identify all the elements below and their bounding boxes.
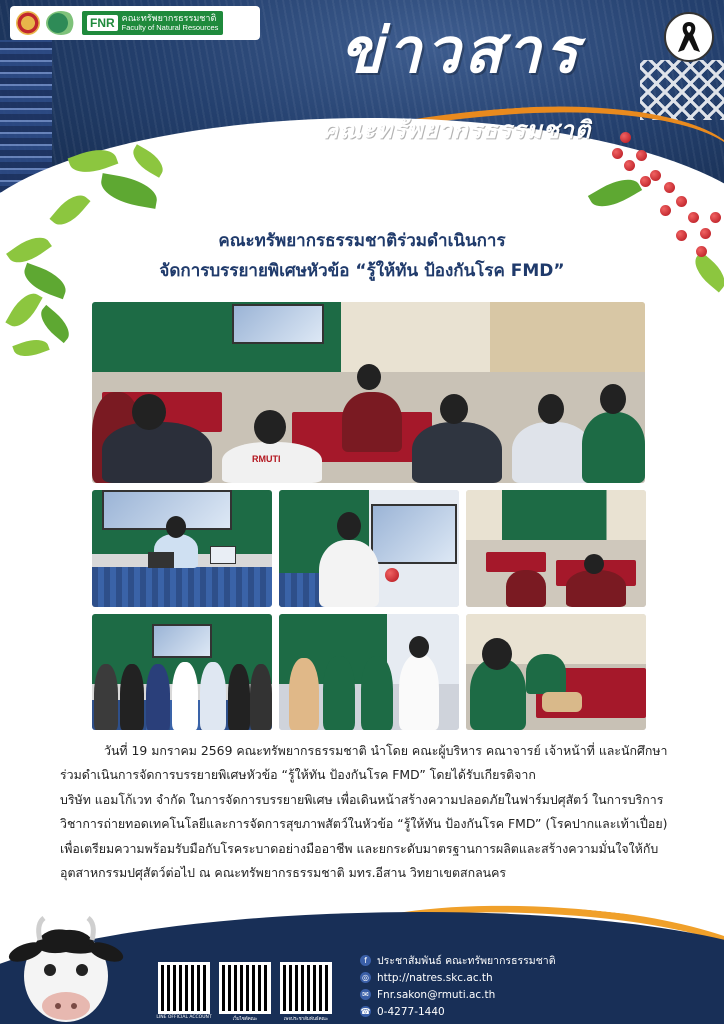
body-line: วันที่ 19 มกราคม 2569 คณะทรัพยากรธรรมชาติ นำโดย คณะผู้บริหาร คณาจารย์ เจ้าหน้าที่ และนักศึกษา [104,743,668,758]
photo-audience-wide [466,490,646,607]
qr-code-line[interactable] [158,962,210,1014]
qr-caption: LINE OFFICIAL ACCOUNT [156,1015,212,1020]
faculty-logo-mark: FNR [87,15,118,31]
photo-speaker-seated [92,490,272,607]
contact-text: http://natres.skc.ac.th [377,971,493,984]
photo-group-students [279,614,459,730]
contact-text: ประชาสัมพันธ์ คณะทรัพยากรธรรมชาติ [377,955,556,967]
contact-facebook[interactable] [360,952,700,969]
mail-icon: ✉ [360,989,371,1000]
contact-text: 0-4277-1440 [377,1005,445,1018]
qr-code-website[interactable] [219,962,271,1014]
qr-caption: เว็บไซต์คณะ [232,1017,258,1022]
body-line: ร่วมดำเนินการจัดการบรรยายพิเศษหัวข้อ “รู้ให้ทัน ป้องกันโรค FMD” โดยได้รับเกียรติจาก [60,767,536,783]
shirt-text: RMUTI [252,454,281,464]
article-title [90,226,634,286]
news-english-caption: NEWS FACULTY OF NATURAL RESOURCES [322,147,605,158]
photo-lecture-hall [92,302,645,483]
contact-website[interactable] [360,969,700,986]
faculty-logo-english: Faculty of Natural Resources [121,22,219,32]
body-line: วิชาการถ่ายทอดเทคโนโลยีและการจัดการสุขภาพสัตว์ในหัวข้อ “รู้ให้ทัน ป้องกันโรค FMD” (โรคปากและเท้าเปื่อย) [60,816,668,832]
contact-text: Fnr.sakon@rmuti.ac.th [377,988,496,1001]
photo-group-executives [92,614,272,730]
university-seal-icon [16,11,40,35]
contact-phone[interactable] [360,1003,700,1020]
body-line: เพื่อเตรียมความพร้อมรับมือกับโรคระบาดอย่างมืออาชีพ และยกระดับมาตรฐานการผลิตและสร้างความมั่นใจให้กับ [60,840,659,856]
footer [0,902,724,1024]
black-ribbon-icon [676,20,702,54]
photo-audience-students [466,614,646,730]
phone-icon: ☎ [360,1007,371,1016]
facebook-icon: f [360,955,371,966]
article-title-line-2: จัดการบรรยายพิเศษหัวข้อ “รู้ให้ทัน ป้องกันโรค FMD” [159,261,565,281]
faculty-emblem-icon [46,11,76,35]
faculty-logo-thai: คณะทรัพยากรธรรมชาติ [121,13,217,24]
photo-speaker-presenting [279,490,459,607]
news-subheadline: คณะทรัพยากรธรรมชาติ [322,115,592,144]
article-title-line-1: คณะทรัพยากรธรรมชาติร่วมดำเนินการ [218,231,506,251]
faculty-logo [82,11,223,35]
body-line: อุตสาหกรรมปศุสัตว์ต่อไป ณ คณะทรัพยากรธรรมชาติ มทร.อีสาน วิทยาเขตสกลนคร [60,865,507,881]
logo-bar [10,6,260,40]
contact-list [360,952,700,1020]
qr-code-facebook[interactable] [280,962,332,1014]
contact-email[interactable] [360,986,700,1003]
article-body [60,739,668,885]
cow-illustration [4,906,124,1024]
globe-icon: ◎ [360,972,371,983]
mourning-ribbon-badge [664,12,714,62]
body-line: บริษัท แอมโก้เวท จำกัด ในการจัดการบรรยายพิเศษ เพื่อเดินหน้าสร้างความปลอดภัยในฟาร์มปศุสัตว์ ในการบริการ [60,791,664,807]
qr-caption: เพจประชาสัมพันธ์คณะ [283,1017,329,1022]
news-headline: ข่าวสาร [340,14,582,87]
